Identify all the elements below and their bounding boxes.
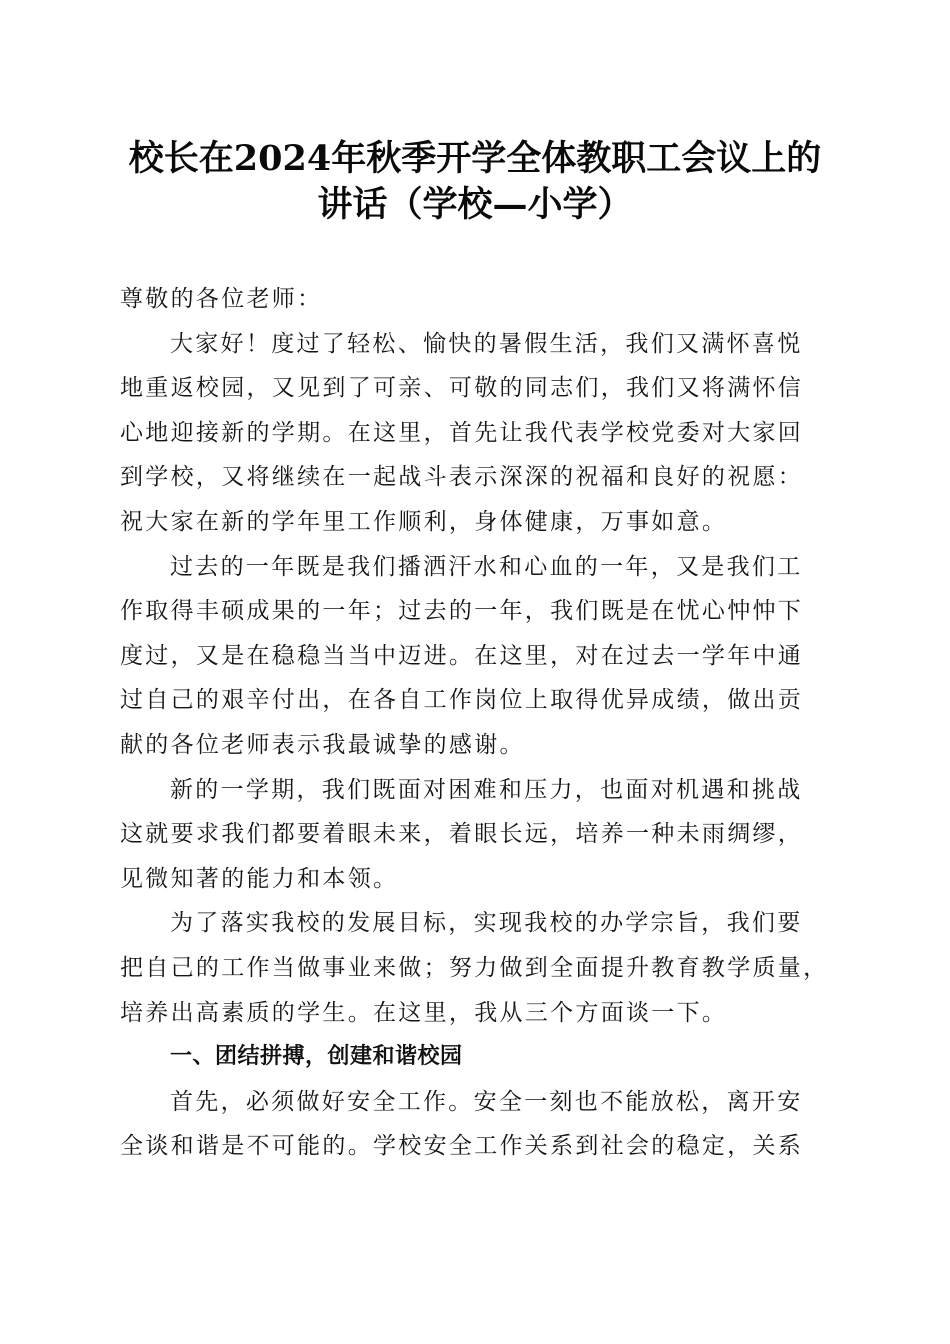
paragraph-line: 心地迎接新的学期。在这里，首先让我代表学校党委对大家回 xyxy=(120,419,804,446)
title-line-1: 校长在2024年秋季开学全体教职工会议上的 xyxy=(128,138,822,179)
document-title xyxy=(110,136,840,228)
paragraph-line: 为了落实我校的发展目标，实现我校的办学宗旨，我们要 xyxy=(170,910,803,937)
paragraph-line: 过去的一年既是我们播洒汗水和心血的一年，又是我们工 xyxy=(170,553,803,580)
paragraph-line: 大家好！度过了轻松、愉快的暑假生活，我们又满怀喜悦 xyxy=(170,330,803,357)
paragraph-line: 新的一学期，我们既面对困难和压力，也面对机遇和挑战 xyxy=(170,776,803,803)
paragraph-line: 把自己的工作当做事业来做；努力做到全面提升教育教学质量， xyxy=(120,954,829,981)
document-body xyxy=(120,284,832,1176)
paragraph-line: 到学校，又将继续在一起战斗表示深深的祝福和良好的祝愿： xyxy=(120,464,804,491)
paragraph-line: 全谈和谐是不可能的。学校安全工作关系到社会的稳定，关系 xyxy=(120,1133,804,1160)
paragraph-line: 地重返校园，又见到了可亲、可敬的同志们，我们又将满怀信 xyxy=(120,375,804,402)
paragraph-line: 首先，必须做好安全工作。安全一刻也不能放松，离开安 xyxy=(170,1088,803,1115)
paragraph-line: 培养出高素质的学生。在这里，我从三个方面谈一下。 xyxy=(120,999,728,1026)
paragraph-line: 这就要求我们都要着眼未来，着眼长远，培养一种未雨绸缪， xyxy=(120,821,804,848)
paragraph-line: 过自己的艰辛付出，在各自工作岗位上取得优异成绩，做出贡 xyxy=(120,687,804,714)
paragraph-line: 度过，又是在稳稳当当中迈进。在这里，对在过去一学年中通 xyxy=(120,642,804,669)
paragraph-line: 献的各位老师表示我最诚挚的感谢。 xyxy=(120,731,525,758)
title-line-2: 讲话（学校—小学） xyxy=(317,184,633,225)
salutation: 尊敬的各位老师： xyxy=(120,286,323,312)
paragraph-line: 祝大家在新的学年里工作顺利，身体健康，万事如意。 xyxy=(120,508,728,535)
paragraph-line: 作取得丰硕成果的一年；过去的一年，我们既是在忧心忡忡下 xyxy=(120,598,804,625)
paragraph-line: 见微知著的能力和本领。 xyxy=(120,865,399,892)
section-heading: 一、团结拼搏，创建和谐校园 xyxy=(170,1044,463,1070)
